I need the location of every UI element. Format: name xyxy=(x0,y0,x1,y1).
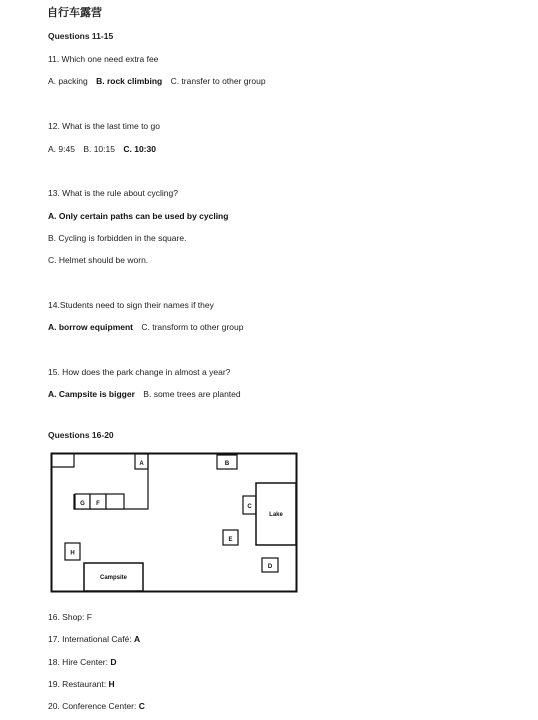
answer-16-value: F xyxy=(86,612,92,622)
answer-19 xyxy=(48,679,115,689)
section-heading-11-15: Questions 11-15 xyxy=(48,31,114,41)
option-13-c: C. Helmet should be worn. xyxy=(48,255,149,265)
answer-17-value: A xyxy=(134,634,141,644)
answer-18 xyxy=(48,657,117,667)
map-label-campsite: Campsite xyxy=(99,575,128,581)
answer-20-label: 20. Conference Center: xyxy=(48,701,139,711)
question-13: 13. What is the rule about cycling? xyxy=(48,188,178,198)
option-11-c: C. transfer to other group xyxy=(170,76,266,86)
section-heading-16-20: Questions 16-20 xyxy=(48,430,114,440)
option-12-c: C. 10:30 xyxy=(123,144,156,154)
answer-17-label: 17. International Café: xyxy=(48,634,135,644)
option-12-b: B. 10:15 xyxy=(83,144,115,154)
page-title: 自行车露营 xyxy=(47,6,102,19)
map-label-b: B xyxy=(224,461,230,467)
answer-19-label: 19. Restaurant: xyxy=(48,679,109,689)
question-11: 11. Which one need extra fee xyxy=(48,54,159,64)
map-label-a: A xyxy=(139,461,144,467)
options-11 xyxy=(48,76,266,86)
answer-16-label: 16. Shop: xyxy=(48,612,87,622)
option-11-a: A. packing xyxy=(48,76,88,86)
map-box-empty xyxy=(106,494,124,509)
question-14: 14.Students need to sign their names if they xyxy=(48,300,214,310)
map-label-h: H xyxy=(70,550,75,557)
option-14-c: C. transform to other group xyxy=(141,322,244,332)
option-13-a: A. Only certain paths can be used by cycling xyxy=(48,211,229,221)
map-label-lake: Lake xyxy=(269,512,283,518)
option-12-a: A. 9:45 xyxy=(48,144,75,154)
answer-18-label: 18. Hire Center: xyxy=(48,657,111,667)
answer-17 xyxy=(48,634,140,644)
answer-16 xyxy=(48,612,92,622)
option-13-b: B. Cycling is forbidden in the square. xyxy=(48,233,187,243)
question-15: 15. How does the park change in almost a year? xyxy=(48,367,231,377)
answer-20-value: C xyxy=(138,701,145,711)
park-map xyxy=(50,452,300,596)
options-12 xyxy=(48,144,156,154)
map-label-d: D xyxy=(267,564,273,570)
options-14 xyxy=(48,322,243,332)
answer-18-value: D xyxy=(110,657,117,667)
option-14-a: A. borrow equipment xyxy=(48,322,133,332)
map-label-c: C xyxy=(247,504,252,510)
option-11-b: B. rock climbing xyxy=(96,76,163,86)
option-15-b: B. some trees are planted xyxy=(143,389,241,399)
question-12: 12. What is the last time to go xyxy=(48,121,160,131)
map-label-g: G xyxy=(80,501,85,507)
answer-20 xyxy=(48,701,145,711)
map-corner-box xyxy=(52,454,75,467)
map-label-f: F xyxy=(96,501,100,507)
map-label-e: E xyxy=(228,537,233,543)
option-15-a: A. Campsite is bigger xyxy=(48,389,135,399)
answer-19-value: H xyxy=(108,679,115,689)
options-15 xyxy=(48,389,241,399)
